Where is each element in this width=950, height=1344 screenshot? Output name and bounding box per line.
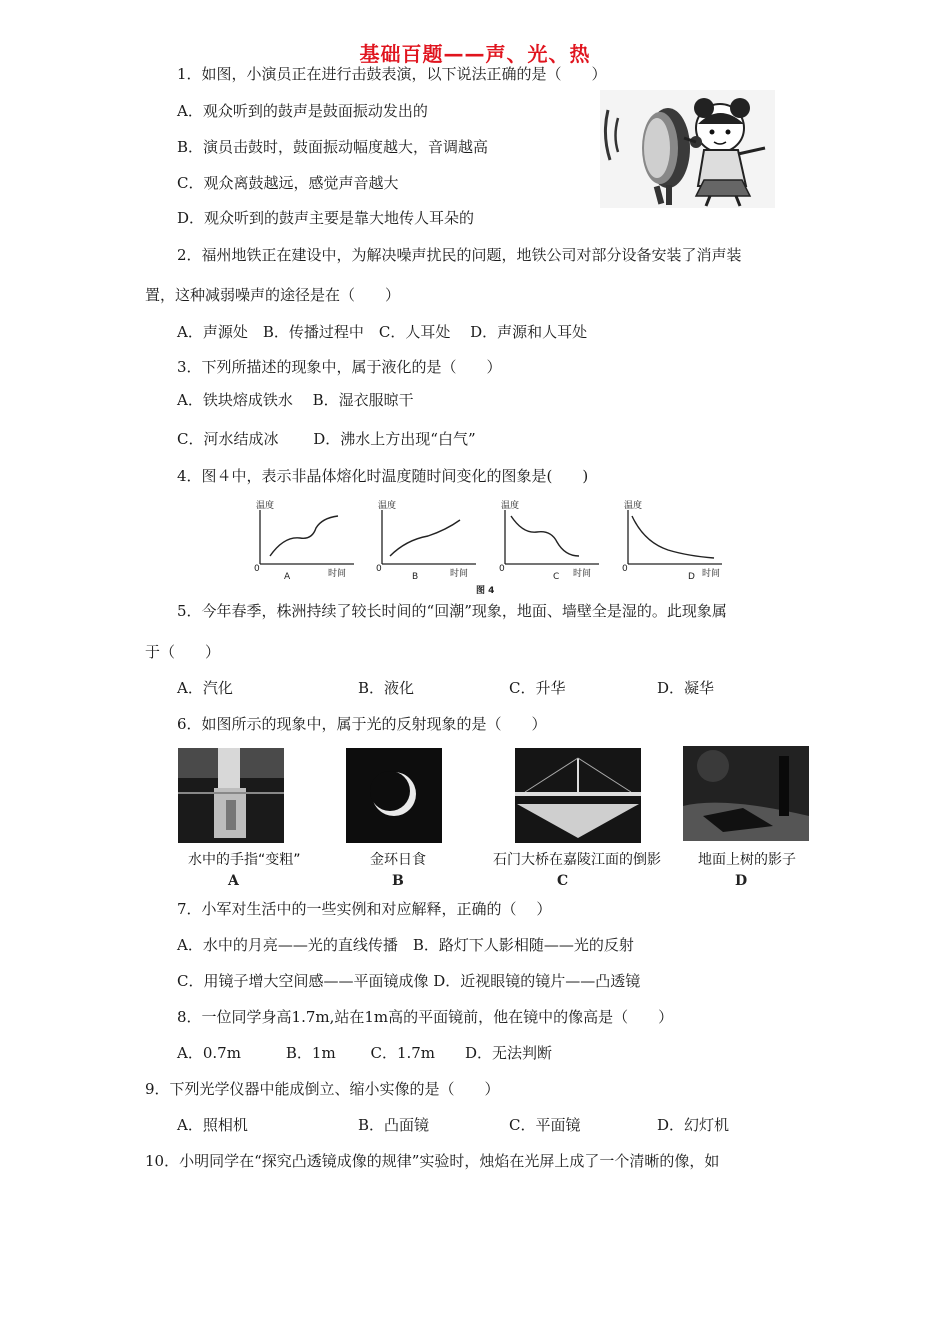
graph-a-ylabel: 温度 xyxy=(256,501,275,511)
q8-options: A．0.7m B．1m C．1.7m D．无法判断 xyxy=(177,1044,553,1062)
q4-figure-label: 图 4 xyxy=(476,586,495,596)
caption-c: 石门大桥在嘉陵江面的倒影 xyxy=(493,852,661,868)
graph-d-xlabel: 时间 xyxy=(702,569,721,579)
q1-option-d: D．观众听到的鼓声主要是靠大地传人耳朵的 xyxy=(177,209,475,227)
q9-option-c: C．平面镜 xyxy=(509,1116,581,1134)
caption-letter-b: B xyxy=(392,873,404,889)
q3-options-ab: A．铁块熔成铁水 B．湿衣服晾干 xyxy=(177,391,414,409)
graph-d-letter: D xyxy=(688,572,695,582)
q2-stem-line2: 置，这种减弱噪声的途径是在（ ） xyxy=(145,286,401,304)
caption-b: 金环日食 xyxy=(370,852,426,868)
photo-tree-shadow xyxy=(683,746,809,841)
q7-stem: 7．小军对生活中的一些实例和对应解释，正确的（ ） xyxy=(177,900,552,918)
graph-b-ylabel: 温度 xyxy=(378,501,397,511)
caption-letter-c: C xyxy=(557,873,569,889)
q6-stem: 6．如图所示的现象中，属于光的反射现象的是（ ） xyxy=(177,715,547,733)
graph-a-letter: A xyxy=(284,572,291,582)
caption-letter-d: D xyxy=(735,873,748,889)
q9-option-a: A．照相机 xyxy=(177,1116,248,1134)
q1-stem: 1．如图，小演员正在进行击鼓表演，以下说法正确的是（ ） xyxy=(177,65,607,83)
photo-annular-eclipse xyxy=(346,748,442,843)
q5-option-a: A．汽化 xyxy=(177,679,233,697)
graph-a-xlabel: 时间 xyxy=(328,569,347,579)
q5-option-c: C．升华 xyxy=(509,679,566,697)
q7-options-cd: C．用镜子增大空间感——平面镜成像 D．近视眼镜的镜片——凸透镜 xyxy=(177,972,641,990)
caption-d: 地面上树的影子 xyxy=(698,852,796,868)
page-title: 基础百题——声、光、热 xyxy=(359,42,591,66)
graph-d xyxy=(618,496,728,582)
q2-options: A．声源处 B．传播过程中 C．人耳处 D．声源和人耳处 xyxy=(177,323,588,341)
graph-d-origin: 0 xyxy=(622,564,628,574)
graph-b xyxy=(372,496,482,582)
photo-finger-in-water xyxy=(178,748,284,843)
caption-a: 水中的手指“变粗” xyxy=(188,852,301,868)
q3-options-cd: C．河水结成冰 D．沸水上方出现“白气” xyxy=(177,430,476,448)
q7-options-ab: A．水中的月亮——光的直线传播 B．路灯下人影相随——光的反射 xyxy=(177,936,634,954)
graph-b-letter: B xyxy=(412,572,419,582)
graph-b-xlabel: 时间 xyxy=(450,569,469,579)
q1-option-a: A．观众听到的鼓声是鼓面振动发出的 xyxy=(177,102,428,120)
q5-stem-line1: 5．今年春季，株洲持续了较长时间的“回潮”现象，地面、墙壁全是湿的。此现象属 xyxy=(177,602,727,620)
graph-c-origin: 0 xyxy=(499,564,505,574)
graph-c-letter: C xyxy=(553,572,560,582)
caption-letter-a: A xyxy=(228,873,239,889)
graph-d-ylabel: 温度 xyxy=(624,501,643,511)
drummer-illustration xyxy=(600,90,775,208)
q5-stem-line2: 于（ ） xyxy=(145,643,221,661)
q5-option-b: B．液化 xyxy=(358,679,415,697)
q3-stem: 3．下列所描述的现象中，属于液化的是（ ） xyxy=(177,358,502,376)
q1-option-c: C．观众离鼓越远，感觉声音越大 xyxy=(177,174,399,192)
q5-option-d: D．凝华 xyxy=(657,679,715,697)
graph-b-origin: 0 xyxy=(376,564,382,574)
q9-option-d: D．幻灯机 xyxy=(657,1116,730,1134)
q2-stem-line1: 2．福州地铁正在建设中，为解决噪声扰民的问题，地铁公司对部分设备安装了消声装 xyxy=(177,246,742,264)
photo-bridge-reflection xyxy=(515,748,641,843)
graph-a xyxy=(250,496,360,582)
q8-stem: 8．一位同学身高1.7m,站在1m高的平面镜前，他在镜中的像高是（ ） xyxy=(177,1008,674,1026)
graph-a-origin: 0 xyxy=(254,564,260,574)
graph-c-xlabel: 时间 xyxy=(573,569,592,579)
q4-stem: 4．图４中，表示非晶体熔化时温度随时间变化的图象是( ) xyxy=(177,467,589,485)
q9-stem: 9．下列光学仪器中能成倒立、缩小实像的是（ ） xyxy=(145,1080,500,1098)
q10-stem: 10．小明同学在“探究凸透镜成像的规律”实验时，烛焰在光屏上成了一个清晰的像，如 xyxy=(145,1152,720,1170)
q9-option-b: B．凸面镜 xyxy=(358,1116,430,1134)
graph-c xyxy=(495,496,605,582)
graph-c-ylabel: 温度 xyxy=(501,501,520,511)
q1-option-b: B．演员击鼓时，鼓面振动幅度越大，音调越高 xyxy=(177,138,489,156)
